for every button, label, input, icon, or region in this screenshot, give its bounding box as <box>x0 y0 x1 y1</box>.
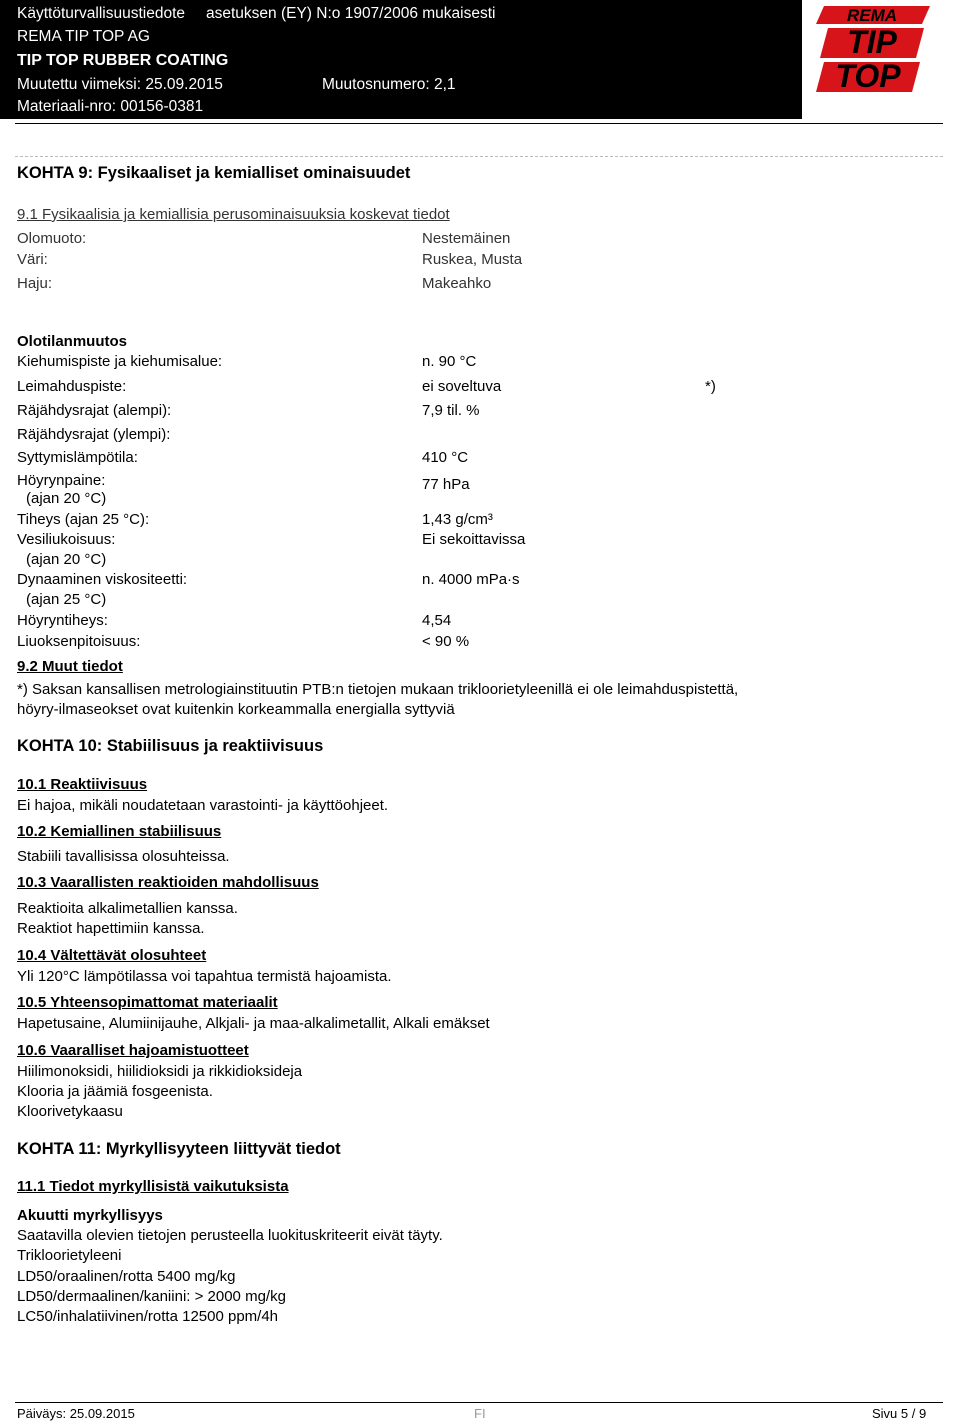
solvent-content-value: < 90 % <box>422 633 470 650</box>
viscosity-label: Dynaaminen viskositeetti: <box>17 571 188 588</box>
section-9-title: KOHTA 9: Fysikaaliset ja kemialliset ominaisuudet <box>17 164 411 182</box>
flash-note: *) <box>705 378 716 395</box>
appearance-label-color: Väri: <box>17 251 48 268</box>
subsection-10-1-text: Ei hajoa, mikäli noudatetaan varastointi- ja käyttöohjeet. <box>17 797 389 814</box>
lower-limit-label: Räjähdysrajat (alempi): <box>17 402 172 419</box>
section-divider <box>15 156 943 157</box>
header-modified: Muutettu viimeksi: 25.09.2015 <box>17 76 223 93</box>
subsection-10-3-title: 10.3 Vaarallisten reaktioiden mahdollisuus <box>17 874 319 891</box>
header-doc-type: Käyttöturvallisuustiedote <box>17 5 186 22</box>
footer-language: FI <box>474 1406 486 1421</box>
logo-tip: TIP <box>847 24 897 60</box>
acute-toxicity-title: Akuutti myrkyllisyys <box>17 1207 163 1224</box>
subsection-10-6-title: 10.6 Vaaralliset hajoamistuotteet <box>17 1042 249 1059</box>
header-rule <box>15 123 943 124</box>
subsection-9-1-title: 9.1 Fysikaalisia ja kemiallisia perusominaisuuksia koskevat tiedot <box>17 206 450 223</box>
solubility-value: Ei sekoittavissa <box>422 531 526 548</box>
subsection-10-5-title: 10.5 Yhteensopimattomat materiaalit <box>17 994 278 1011</box>
appearance-label-form: Olomuoto: <box>17 230 87 247</box>
flash-label: Leimahduspiste: <box>17 378 127 395</box>
subsection-9-2-title: 9.2 Muut tiedot <box>17 658 123 675</box>
subsection-10-6-text1: Hiilimonoksidi, hiilidioksidi ja rikkidioksideja <box>17 1063 303 1080</box>
acute-toxicity-text: Saatavilla olevien tietojen perusteella luokituskriteerit eivät täyty. <box>17 1227 443 1244</box>
header-revision: Muutosnumero: 2,1 <box>322 76 456 93</box>
vapour-density-label: Höyryntiheys: <box>17 612 108 629</box>
ignition-value: 410 °C <box>422 449 469 466</box>
header-regulation: asetuksen (EY) N:o 1907/2006 mukaisesti <box>206 5 496 22</box>
subsection-10-5-text: Hapetusaine, Alumiinijauhe, Alkjali- ja maa-alkalimetallit, Alkali emäkset <box>17 1015 490 1032</box>
ptb-note-line1: *) Saksan kansallisen metrologiainstituutin PTB:n tietojen mukaan trikloorietyleenillä ei ole leimahduspistettä, <box>17 681 739 698</box>
lc50-inhalation: LC50/inhalatiivinen/rotta 12500 ppm/4h <box>17 1308 279 1325</box>
header-product: TIP TOP RUBBER COATING <box>17 52 229 69</box>
solvent-content-label: Liuoksenpitoisuus: <box>17 633 141 650</box>
appearance-value-form: Nestemäinen <box>422 230 511 247</box>
subsection-11-1-title: 11.1 Tiedot myrkyllisistä vaikutuksista <box>17 1178 289 1195</box>
subsection-10-6-text3: Kloorivetykaasu <box>17 1103 123 1120</box>
boiling-value: n. 90 °C <box>422 353 477 370</box>
vapour-density-value: 4,54 <box>422 612 452 629</box>
subsection-10-3-text1: Reaktioita alkalimetallien kanssa. <box>17 900 238 917</box>
rema-tip-top-logo <box>812 2 930 94</box>
density-value: 1,43 g/cm³ <box>422 511 493 528</box>
subsection-10-3-text2: Reaktiot hapettimiin kanssa. <box>17 920 205 937</box>
header-material: Materiaali-nro: 00156-0381 <box>17 98 204 115</box>
logo-top: TOP <box>835 58 901 94</box>
appearance-label-odour: Haju: <box>17 275 53 292</box>
solubility-label: Vesiliukoisuus: <box>17 531 116 548</box>
subsection-10-4-text: Yli 120°C lämpötilassa voi tapahtua termistä hajoamista. <box>17 968 392 985</box>
header-company: REMA TIP TOP AG <box>17 28 150 45</box>
footer-page-number: Sivu 5 / 9 <box>872 1406 927 1421</box>
vapour-pressure-condition: (ajan 20 °C) <box>26 490 107 507</box>
subsection-10-6-text2: Klooria ja jäämiä fosgeenista. <box>17 1083 213 1100</box>
lower-limit-value: 7,9 til. % <box>422 402 480 419</box>
appearance-value-color: Ruskea, Musta <box>422 251 523 268</box>
subsection-10-4-title: 10.4 Vältettävät olosuhteet <box>17 947 207 964</box>
density-label: Tiheys (ajan 25 °C): <box>17 511 150 528</box>
flash-value: ei soveltuva <box>422 378 502 395</box>
subsection-10-1-title: 10.1 Reaktiivisuus <box>17 776 148 793</box>
subsection-10-2-text: Stabiili tavallisissa olosuhteissa. <box>17 848 230 865</box>
state-change-title: Olotilanmuutos <box>17 333 127 350</box>
ptb-note-line2: höyry-ilmaseokset ovat kuitenkin korkeammalla energialla syttyviä <box>17 701 455 718</box>
viscosity-condition: (ajan 25 °C) <box>26 591 107 608</box>
logo-rema: REMA <box>846 6 898 25</box>
section-11-title: KOHTA 11: Myrkyllisyyteen liittyvät tiedot <box>17 1140 341 1158</box>
ignition-label: Syttymislämpötila: <box>17 449 138 466</box>
upper-limit-label: Räjähdysrajat (ylempi): <box>17 426 171 443</box>
footer-rule <box>15 1402 943 1403</box>
appearance-value-odour: Makeahko <box>422 275 492 292</box>
solubility-condition: (ajan 20 °C) <box>26 551 107 568</box>
section-10-title: KOHTA 10: Stabiilisuus ja reaktiivisuus <box>17 737 324 755</box>
ld50-dermal: LD50/dermaalinen/kaniini: > 2000 mg/kg <box>17 1288 286 1305</box>
vapour-pressure-label: Höyrynpaine: <box>17 472 106 489</box>
boiling-label: Kiehumispiste ja kiehumisalue: <box>17 353 223 370</box>
viscosity-value: n. 4000 mPa·s <box>422 571 520 588</box>
substance-name: Trikloorietyleeni <box>17 1247 122 1264</box>
ld50-oral: LD50/oraalinen/rotta 5400 mg/kg <box>17 1268 236 1285</box>
footer-date: Päiväys: 25.09.2015 <box>17 1406 135 1421</box>
subsection-10-2-title: 10.2 Kemiallinen stabiilisuus <box>17 823 222 840</box>
vapour-pressure-value: 77 hPa <box>422 476 470 493</box>
